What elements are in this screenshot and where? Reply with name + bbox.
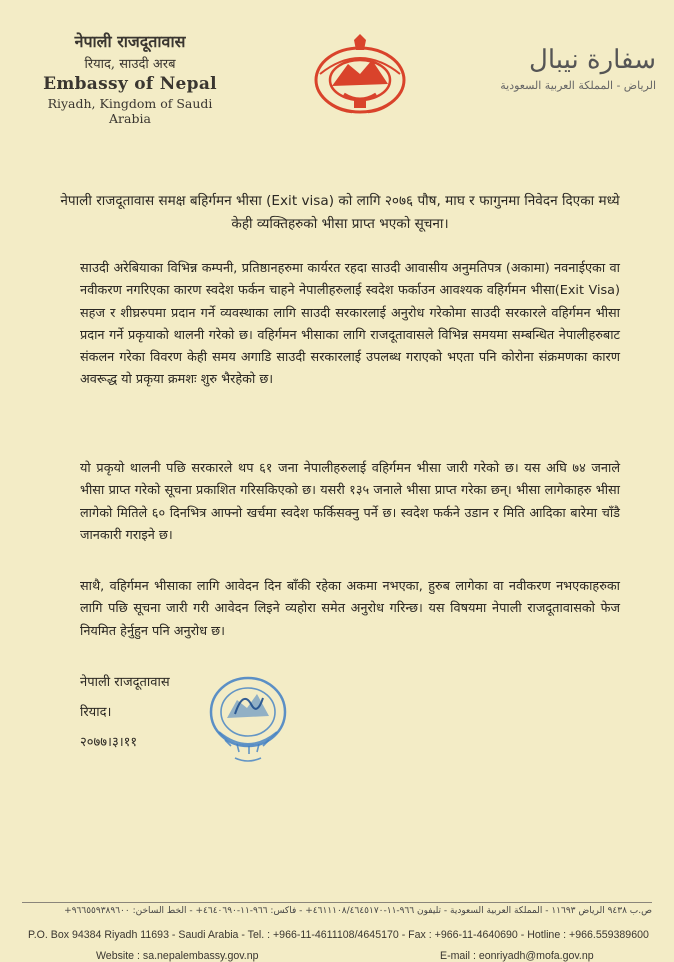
- footer-divider: [22, 902, 652, 903]
- signature-city: रियाद।: [80, 705, 112, 720]
- signature-block: [80, 668, 170, 758]
- embassy-location-hindi: रियाद, साउदी अरब: [84, 57, 176, 72]
- embassy-name-english: Embassy of Nepal: [43, 74, 217, 94]
- embassy-name-nepali: नेपाली राजदूतावास: [74, 32, 186, 51]
- nepal-emblem-icon: [310, 34, 410, 116]
- signature-org: नेपाली राजदूतावास: [80, 675, 170, 690]
- footer-address-arabic: ص.ب ٩٤٣٨ الرياض ١١٦٩٣ - المملكة العربية السعودية - تليفون ٩٦٦-١١-٤٦١١١٠٨/٤٦٤٥١٧٠+ - فاكس: ٩٦٦-١١-٤٦٤٠٦٩٠+ - الخط الساخن: ٩٦٦٥٥٩٣٨٩٦٠٠+: [64, 906, 652, 916]
- footer-address-english: P.O. Box 94384 Riyadh 11693 - Saudi Arabia - Tel. : +966-11-4611108/4645170 - Fax : +966-11-4640690 - Hotline : +966.559389600: [28, 929, 649, 941]
- signature-date: २०७७।३।११: [80, 735, 138, 750]
- footer-website: Website : sa.nepalembassy.gov.np: [96, 950, 259, 962]
- embassy-name-arabic: سفارة نيبال: [528, 45, 656, 75]
- embassy-seal-stamp: [205, 670, 291, 766]
- letterhead-left: [30, 30, 230, 126]
- embassy-location-english: Riyadh, Kingdom of Saudi Arabia: [47, 96, 213, 126]
- notice-paragraph-2: यो प्रकृयो थालनी पछि सरकारले थप ६१ जना नेपालीहरुलाई वहिर्गमन भीसा जारी गरेको छ। यस अघि ७४ जनाले भीसा प्राप्त गरेको सूचना प्रकाशित गरिसकिएको छ। यसरी १३५ जनाले भीसा प्राप्त गरेका छन्। भीसा लागेकाहरु भीसा लागेको मितिले ६० दिनभित्र आफ्नो खर्चमा स्वदेश फर्किसक्नु पर्ने छ। स्वदेश फर्कने उडान र मिति आदिका बारेमा चाँडै जानकारी गराइने छ।: [80, 461, 620, 543]
- letterhead-right: [456, 45, 656, 92]
- footer-email: E-mail : eonriyadh@mofa.gov.np: [440, 950, 594, 962]
- notice-paragraph-3: साथै, वहिर्गमन भीसाका लागि आवेदन दिन बाँकी रहेका अकमा नभएका, हुरुब लागेका वा नवीकरण नभएकाहरुका लागि पछि सूचना जारी गरी आवेदन लिइने व्यहोरा समेत अनुरोध गरिन्छ। यस विषयमा नेपाली राजदूतावासको फेज नियमित हेर्नुहुन पनि अनुरोध छ।: [80, 579, 620, 639]
- notice-paragraph-1: साउदी अरेबियाका विभिन्न कम्पनी, प्रतिष्ठानहरुमा कार्यरत रहदा साउदी आवासीय अनुमतिपत्र (अकामा) नवनाईएका वा नवीकरण नगरिएका कारण स्वदेश फर्कन चाहने नेपालीहरुलाई स्वदेश फर्काउन आवश्यक वहिर्गमन भीसा(Exit Visa) सहज र शीघ्ररुपमा प्रदान गर्ने व्यवस्थाका लागि साउदी सरकारलाई अनुरोध गरेकोमा साउदी सरकारले वहिर्गमन भीसा प्रदान गर्ने प्रकृयाको थालनी गरेको छ। वहिर्गमन भीसाका लागि राजदूतावासले विभिन्न समयमा सम्बन्धित नेपालीहरुबाट संकलन गरेका विवरण केही समय अगाडि साउदी सरकारलाई उपलब्ध गराएको भएता पनि कोरोना संक्रमणका कारण अवरूद्ध यो प्रकृया क्रमशः शुरु भैरहेको छ।: [80, 261, 620, 388]
- notice-title: नेपाली राजदूतावास समक्ष बहिर्गमन भीसा (Exit visa) को लागि २०७६ पौष, माघ र फागुनमा निवेदन दिएका मध्ये केही व्यक्तिहरुको भीसा प्राप्त भएको सूचना।: [60, 193, 620, 232]
- embassy-location-arabic: الرياض - المملكة العربية السعودية: [500, 79, 656, 92]
